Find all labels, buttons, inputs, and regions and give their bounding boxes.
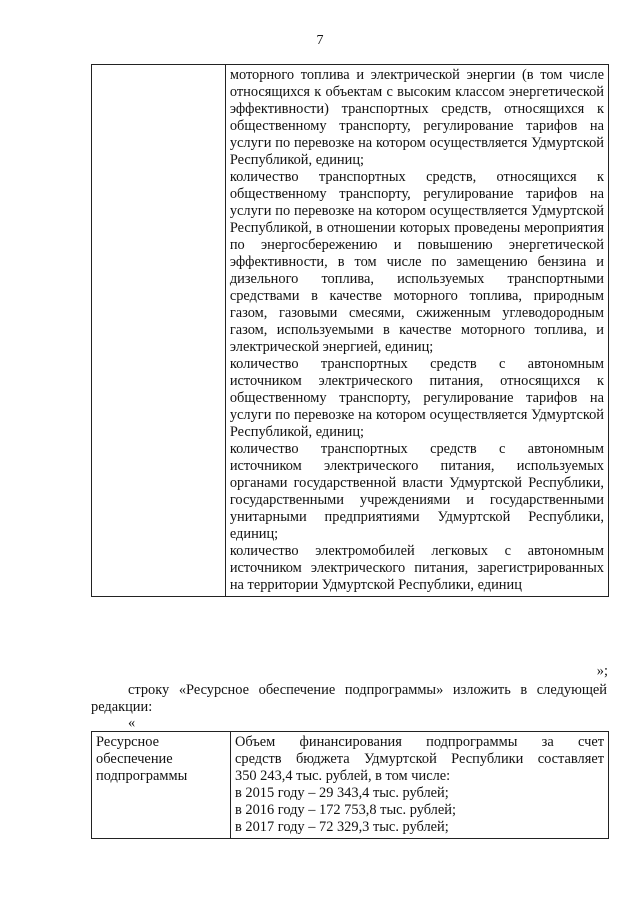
resource-label-line: подпрограммы [96, 768, 188, 784]
funding-line: средств бюджета Удмуртской Республики составляет [235, 751, 604, 767]
resource-label-line: обеспечение [96, 751, 173, 767]
resource-content-cell [231, 732, 609, 839]
table-cell-label [92, 65, 226, 597]
indicator-paragraph: моторного топлива и электрической энергии (в том числе относящихся к объектам с высоким классом энергетической эффективности) транспортных средств, относящихся к общественному транспорту, регулирование тарифов на услуги по перевозке на котором осуществляется Удмуртской Республикой, единиц; [229, 67, 604, 168]
indicators-table [91, 64, 609, 597]
resource-label-line: Ресурсное [96, 734, 159, 750]
funding-year-line: в 2016 году – 172 753,8 тыс. рублей; [235, 802, 456, 818]
indicator-paragraph: количество транспортных средств с автономным источником электрического питания, относящихся к общественному транспорту, регулирование тарифов на услуги по перевозке на котором осуществляется Удмуртской Республикой, единиц; [229, 356, 604, 440]
closing-quote: »; [596, 663, 608, 679]
table-row [92, 65, 609, 597]
table-cell-content [225, 65, 608, 597]
resource-label-cell [92, 732, 231, 839]
funding-line: 350 243,4 тыс. рублей, в том числе: [235, 768, 451, 784]
table-row [92, 732, 609, 839]
funding-line: Объем финансирования подпрограммы за счет [235, 734, 604, 750]
opening-quote: « [128, 715, 136, 731]
resource-table [91, 731, 609, 839]
indicator-paragraph: количество электромобилей легковых с автономным источником электрического питания, зарегистрированных на территории Удмуртской Республики, единиц [229, 543, 604, 593]
funding-year-line: в 2017 году – 72 329,3 тыс. рублей; [235, 819, 449, 835]
indicator-paragraph: количество транспортных средств с автономным источником электрического питания, используемых органами государственной власти Удмуртской Республики, государственными учреждениями и государственными унитарными предприятиями Удмуртской Республики, единиц; [229, 441, 604, 542]
page-number: 7 [316, 33, 324, 48]
indicator-paragraph: количество транспортных средств, относящихся к общественному транспорту, регулирование тарифов на услуги по перевозке на котором осуществляется Удмуртской Республикой, в отношении которых проведены мероприятия по энергосбережению и повышению энергетической эффективности, в том числе по замещению бензина и дизельного топлива, используемых транспортными средствами в качестве моторного топлива, природным газом, газовыми смесями, сжиженным углеводородным газом, используемыми в качестве моторного топлива, и электрической энергией, единиц; [229, 169, 604, 355]
funding-year-line: в 2015 году – 29 343,4 тыс. рублей; [235, 785, 449, 801]
body-paragraph: строку «Ресурсное обеспечение подпрограммы» изложить в следующей редакции: [91, 682, 607, 715]
